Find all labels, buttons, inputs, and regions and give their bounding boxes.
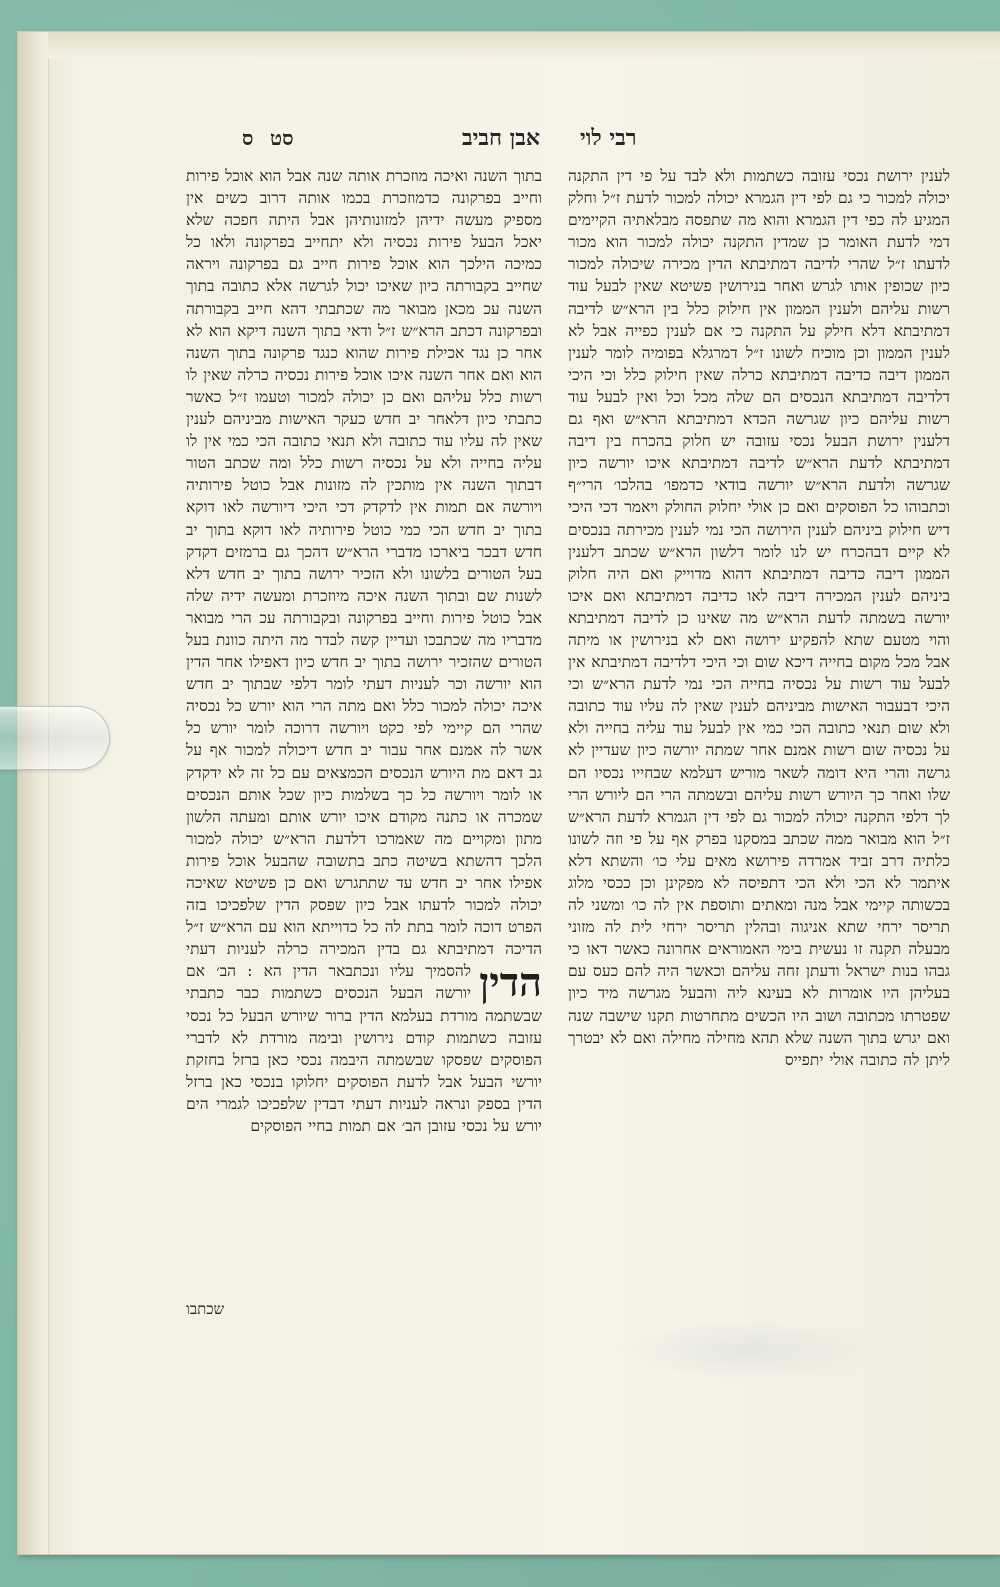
page-clip xyxy=(0,706,110,770)
catchword: שכתבו xyxy=(186,1300,225,1318)
folio-number: סט xyxy=(270,126,294,150)
page-top-edge xyxy=(48,32,1000,58)
page-fore-edge xyxy=(18,32,49,1554)
paper-stain xyxy=(620,1320,880,1380)
section-heading-hadin: הדין xyxy=(479,959,542,1007)
left-text-lower: הב׳ אם יורשה הבעל הנכסים כשתמות כבר כתבתי שבשתמה מורדת בעלמא הדין ברור שיורש הבעל כל נכסי עזובה כשתמות קודם נירושין ובימה מורדת לא לדברי הפוסקים שפסקו שבשמתה היבמה נכסי כאן ברזל בחזקת יורשי הבעל אבל לדעת הפוסקים יחלוקו בנכסי כאן ברזל הדין בספק ונראה לעניות דעתי דבדין שלפכיכו לגמרי הים יורש על נכסי עזובן הב׳ אם תמות בחיי הפוסקים xyxy=(186,962,542,1136)
folio-letter: ס xyxy=(242,126,254,150)
right-text-column: לענין ירושת נכסי עזובה כשתמות ולא לבד על פי דין התקנה יכולה למכור כי גם לפי דין הגמרא יכולה למכור לדעת ז״ל וחלק המגיע לה כפי דין הגמרא והוא מה שתפסה מבלאתיה הקיימים דמי לדעת האומר כן שמדין התקנה יכולה למכור הוא מכור לדעתו ז״ל שהרי לדיבה דמתיבתא הדין מכירה שיכולה למכור כיון שכופין אותו לגרש ואחר בנירושין פשיטא שאין לבעל עוד רשות עליהם ולענין הממון אין חילוק כלל בין הרא״ש לדיבה דמתיבתא דלא חילק על התקנה כי אם לענין כפייה אבל לא לענין הממון וכן מוכיח לשונו ז״ל דמרגלא בפומיה לומר לענין הממון דיבה כדיבה דמתיבתא כרלה שאין חילוק כלל וכי היכי דלדיבה דמתיבתא הנכסים הם שלה מכל וכל ואין לבעל עוד רשות עליהם כיון שגרשה הכדא דמתיבתא הרא״ש ואף גם דלענין ירושת הבעל נכסי עזובה יש חלוק בהכרח בין דיבה דמתיבתא לדעת הרא״ש לדיבה דמתיבתא איכו יורשה כיון שגרשה ולדעת הרא״ש יורשה בודאי כדמפו׳ בהלכו׳ הרי״ף וכתבוהו כל הפוסקים ואם כן אולי יחלוק החולק ויאמר דכי היכי דיש חילוק ביניהם לענין הירושה הכי נמי לענין מכירתה בנכסים לא קיים דבהכרח יש לנו לומר דלשון הרא״ש שכתב דלענין הממון דיבה כדיבה דמתיבתא דהוא מדוייק ואם היה חלוק ביניהם לענין המכירה דיבה לאו כדיבה דמתיבתא ואם איכו יורשה בשמתה לדעת הרא״ש מה שאינו כן לדיבה דמתיבתא והוי מטעם שתא להפקיע ירושה ואם לא בנירושין או מיתה אבל מכל מקום בחייה דיכא שום וכי היכי דלדיבה דמתיבתא אין לבעל עוד רשות על נכסיה בחייה הכי נמי לדעת הרא״ש וכי היכי דבעבור האישות מביניהם לענין שאין לה עליו עוד כתובה ולא שום תנאי כתובה הכי כמי אין לבעל עוד עליה בחייה ולא על נכסיה שום רשות אמנם אחר שמתה יורשה כיון שעדיין לא גרשה והרי היא דומה לשאר מוריש דעלמא שבחייו נכסיו הם שלו ואחר כך היורש רשות עליהם ובשמתה הרי הם ליורש הרי לך דלפי התקנה יכולה למכור גם לפי דין הגמרא לדעת הרא״ש ז״ל הוא מבואר ממה שכתב במסקנו בפרק אף על פי וזה לשונו כלתיה דרב זביד אמרדה פירושא מאים עלי כו׳ והשתא דלא איתמר לא הכי ולא הכי דתפיסה לא מפקינן וכן ככסי מלוג בכשותה קיימי אבל מנה ומאתים ותוספת אין לה כו׳ ומשני לה תריסר ירחי שתא אניגוה ובהלין תריסר ירחי לית לה מזוני מבעלה תקנה זו נעשית בימי האמוראים אחרונה כאשר דאו כי גבהו בנות ישראל ודעתן זחה עליהם וכאשר היה להם כעס עם בעליהן היו אומרות לא בעינא ליה והבעל מגרשה מיד כיון שפטרתו מכתובה ושוב היו הכשים מתחרטות תקנו שישבה שנה ואם יגרש בתוך השנה שלא תהא מחילה מחילה ואם לא יבטרך ליתן לה כתובה אולי יתפייס xyxy=(568,167,950,1069)
left-text-column xyxy=(186,165,542,1337)
header-center-title: אבן חביב xyxy=(462,125,540,151)
header-right-title: רבי לוי xyxy=(580,125,637,151)
left-text-upper: בתוך השנה ואיכה מוזכרת אותה שנה אבל הוא אוכל פירות וחייב בפרקונה כדמוזכרת בכמו אותה דרוב כשים אין מספיק מעשה ידיהן למזונותיהן אבל היתה חפכה שלא יאכל הבעל פירות נכסיה ולא יתחייב בפרקונה ולאו כל כמיכה הילכך הוא אוכל פירות חייב גם בפרקונה ויראה שחייב בקבורתה כיון שאיכו יכול לגרשה אלא כתובה בתוך השנה עכ מכאן מבואר מה שכתבתי דהא חייב בקבורתה ובפרקונה דכתב הרא״ש ז״ל ודאי בתוך השנה דיקא הוא לא אחר כן נגד אכילת פירות שהוא כנגד פרקונה בתוך השנה הוא ואם אחר השנה איכו אוכל פירות נכסיה כרלה שאין לו רשות כלל עליהם ואם כן יכולה למכור וטעמו ז״ל כאשר כתבתי כיון דלאחר יב חדש כעקר האישות מביניהם לענין שאין לה עליו עוד כתובה ולא תנאי כתובה הכי כמי אין לו עליה בחייה ולא על נכסיה רשות כלל ומה שכתב הטור דבתוך השנה אין מותכין לה מזונות אבל כוטל פירותיה ויורשה אם תמות אין לדקדק דכי היכי דיורשה לאו דוקא בתוך יב חדש הכי כמי כוטל פירותיה לאו דוקא בתוך יב חדש דבכר ביארכו מדברי הרא״ש דהכך גם ברמזים דקדק בעל הטורים בלשונו ולא הזכיר ירושה בתוך יב חדש דלא לשנות שם ובתוך השנה איכה מיוזכרת ומעשה ידיה שלה אבל כוטל פירות וחייב בפרקונה ובקבורתה עכ הרי מבואר מדבריו מה שכתבכו ועדיין קשה לבדר מה היתה כוונת בעל הטורים שהזכיר ירושה בתוך יב חדש כיון דאפילו אחר הדין הוא יורשה וכר לעניות דעתי לומר דלפי שבתוך יב חדש איכה יכולה למכור כלל ואם מתה הרי הוא יורש כל נכסיה שהרי הם קיימי לפי כקט ויורשה דרוכה לומר יורש כל אשר לה אמנם אחר עבור יב חדש דיכולה למכור אף על גב דאם מת היורש הנכסים הכמצאים עם כל זה לא ידקדק או לומר ויורשה כל כך בשלמות כיון שכל אותם הנכסים שמכרה או כתנה מקודם איכו יורש אותם ומעתה הלשון מתון ומקויים מה שאמרכו דלדעת הרא״ש יכולה למכור הלכך דהשתא בשיטה כתב בתשובה שהבעל אוכל פירות אפילו אחר יב חדש עד שתתגרש ואם כן פשיטא שאיכה יכולה למכור לדעתו אבל כיון שפסק הדין שלפכיכו בזה הפרט דוכה לומר בתת לה כל כדוייתא הוא עם הרא״ש ז״ל הדיכה דמתיבתא גם בדין המכירה כרלה לעניות דעתי להסמיך עליו ונכתבאר הדין הא : xyxy=(186,167,542,981)
